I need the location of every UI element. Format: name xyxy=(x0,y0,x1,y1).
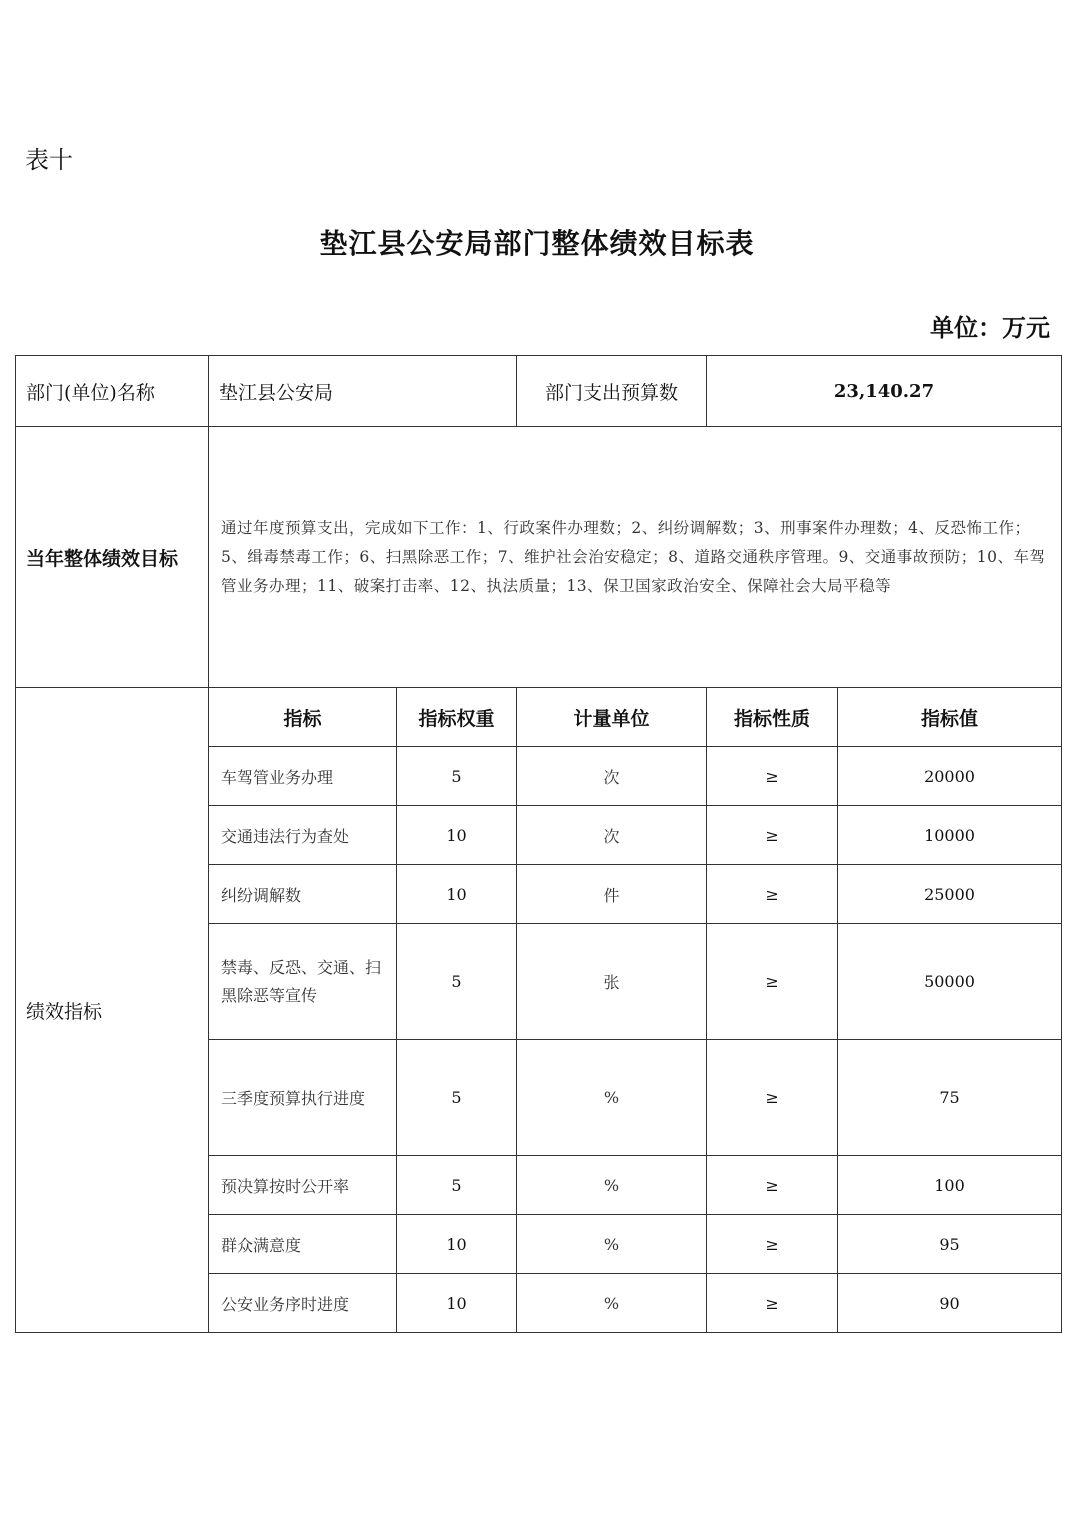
indicator-unit: % xyxy=(517,1274,707,1333)
indicator-nature: ≥ xyxy=(707,806,838,865)
indicator-value: 90 xyxy=(838,1274,1062,1333)
indicator-header-row xyxy=(16,688,1062,747)
indicator-unit: % xyxy=(517,1156,707,1215)
annual-goal-label: 当年整体绩效目标 xyxy=(16,427,209,688)
indicator-value: 25000 xyxy=(838,865,1062,924)
dept-row xyxy=(16,356,1062,427)
indicator-value: 20000 xyxy=(838,747,1062,806)
dept-name-label: 部门(单位)名称 xyxy=(16,356,209,427)
indicator-nature: ≥ xyxy=(707,1040,838,1156)
document-title: 垫江县公安局部门整体绩效目标表 xyxy=(319,227,755,260)
indicator-nature: ≥ xyxy=(707,1215,838,1274)
indicator-nature: ≥ xyxy=(707,865,838,924)
indicator-weight: 5 xyxy=(397,747,517,806)
dept-name-value: 垫江县公安局 xyxy=(209,356,517,427)
annual-goal-row xyxy=(16,427,1062,688)
indicator-name: 群众满意度 xyxy=(209,1215,397,1274)
indicator-unit: 次 xyxy=(517,747,707,806)
indicator-value: 75 xyxy=(838,1040,1062,1156)
indicator-weight: 10 xyxy=(397,865,517,924)
indicator-nature: ≥ xyxy=(707,1156,838,1215)
header-nature: 指标性质 xyxy=(707,688,838,747)
indicator-value: 10000 xyxy=(838,806,1062,865)
header-indicator: 指标 xyxy=(209,688,397,747)
indicator-weight: 5 xyxy=(397,924,517,1040)
indicator-name: 车驾管业务办理 xyxy=(209,747,397,806)
annual-goal-text: 通过年度预算支出，完成如下工作：1、行政案件办理数；2、纠纷调解数；3、刑事案件办理数；4、反恐怖工作；5、缉毒禁毒工作；6、扫黑除恶工作；7、维护社会治安稳定；8、道路交通秩序管理。9、交通事故预防；10、车驾管业务办理；11、破案打击率、12、执法质量；13、保卫国家政治安全、保障社会大局平稳等 xyxy=(209,427,1062,688)
indicator-nature: ≥ xyxy=(707,1274,838,1333)
header-weight: 指标权重 xyxy=(397,688,517,747)
indicator-unit: 次 xyxy=(517,806,707,865)
indicator-name: 公安业务序时进度 xyxy=(209,1274,397,1333)
budget-label: 部门支出预算数 xyxy=(517,356,707,427)
budget-value: 23,140.27 xyxy=(707,356,1062,427)
indicator-unit: % xyxy=(517,1215,707,1274)
indicator-name: 预决算按时公开率 xyxy=(209,1156,397,1215)
indicators-label: 绩效指标 xyxy=(16,688,209,1333)
indicator-name: 交通违法行为查处 xyxy=(209,806,397,865)
indicator-value: 50000 xyxy=(838,924,1062,1040)
performance-target-table xyxy=(15,355,1062,1333)
indicator-weight: 10 xyxy=(397,1274,517,1333)
indicator-value: 100 xyxy=(838,1156,1062,1215)
table-label: 表十 xyxy=(25,146,73,174)
indicator-name: 纠纷调解数 xyxy=(209,865,397,924)
indicator-weight: 10 xyxy=(397,806,517,865)
indicator-unit: 件 xyxy=(517,865,707,924)
indicator-name: 三季度预算执行进度 xyxy=(209,1040,397,1156)
indicator-weight: 5 xyxy=(397,1156,517,1215)
header-unit: 计量单位 xyxy=(517,688,707,747)
unit-label: 单位：万元 xyxy=(930,313,1050,342)
indicator-weight: 10 xyxy=(397,1215,517,1274)
indicator-value: 95 xyxy=(838,1215,1062,1274)
header-value: 指标值 xyxy=(838,688,1062,747)
indicator-nature: ≥ xyxy=(707,924,838,1040)
indicator-weight: 5 xyxy=(397,1040,517,1156)
indicator-unit: 张 xyxy=(517,924,707,1040)
indicator-name: 禁毒、反恐、交通、扫黑除恶等宣传 xyxy=(209,924,397,1040)
indicator-nature: ≥ xyxy=(707,747,838,806)
indicator-unit: % xyxy=(517,1040,707,1156)
